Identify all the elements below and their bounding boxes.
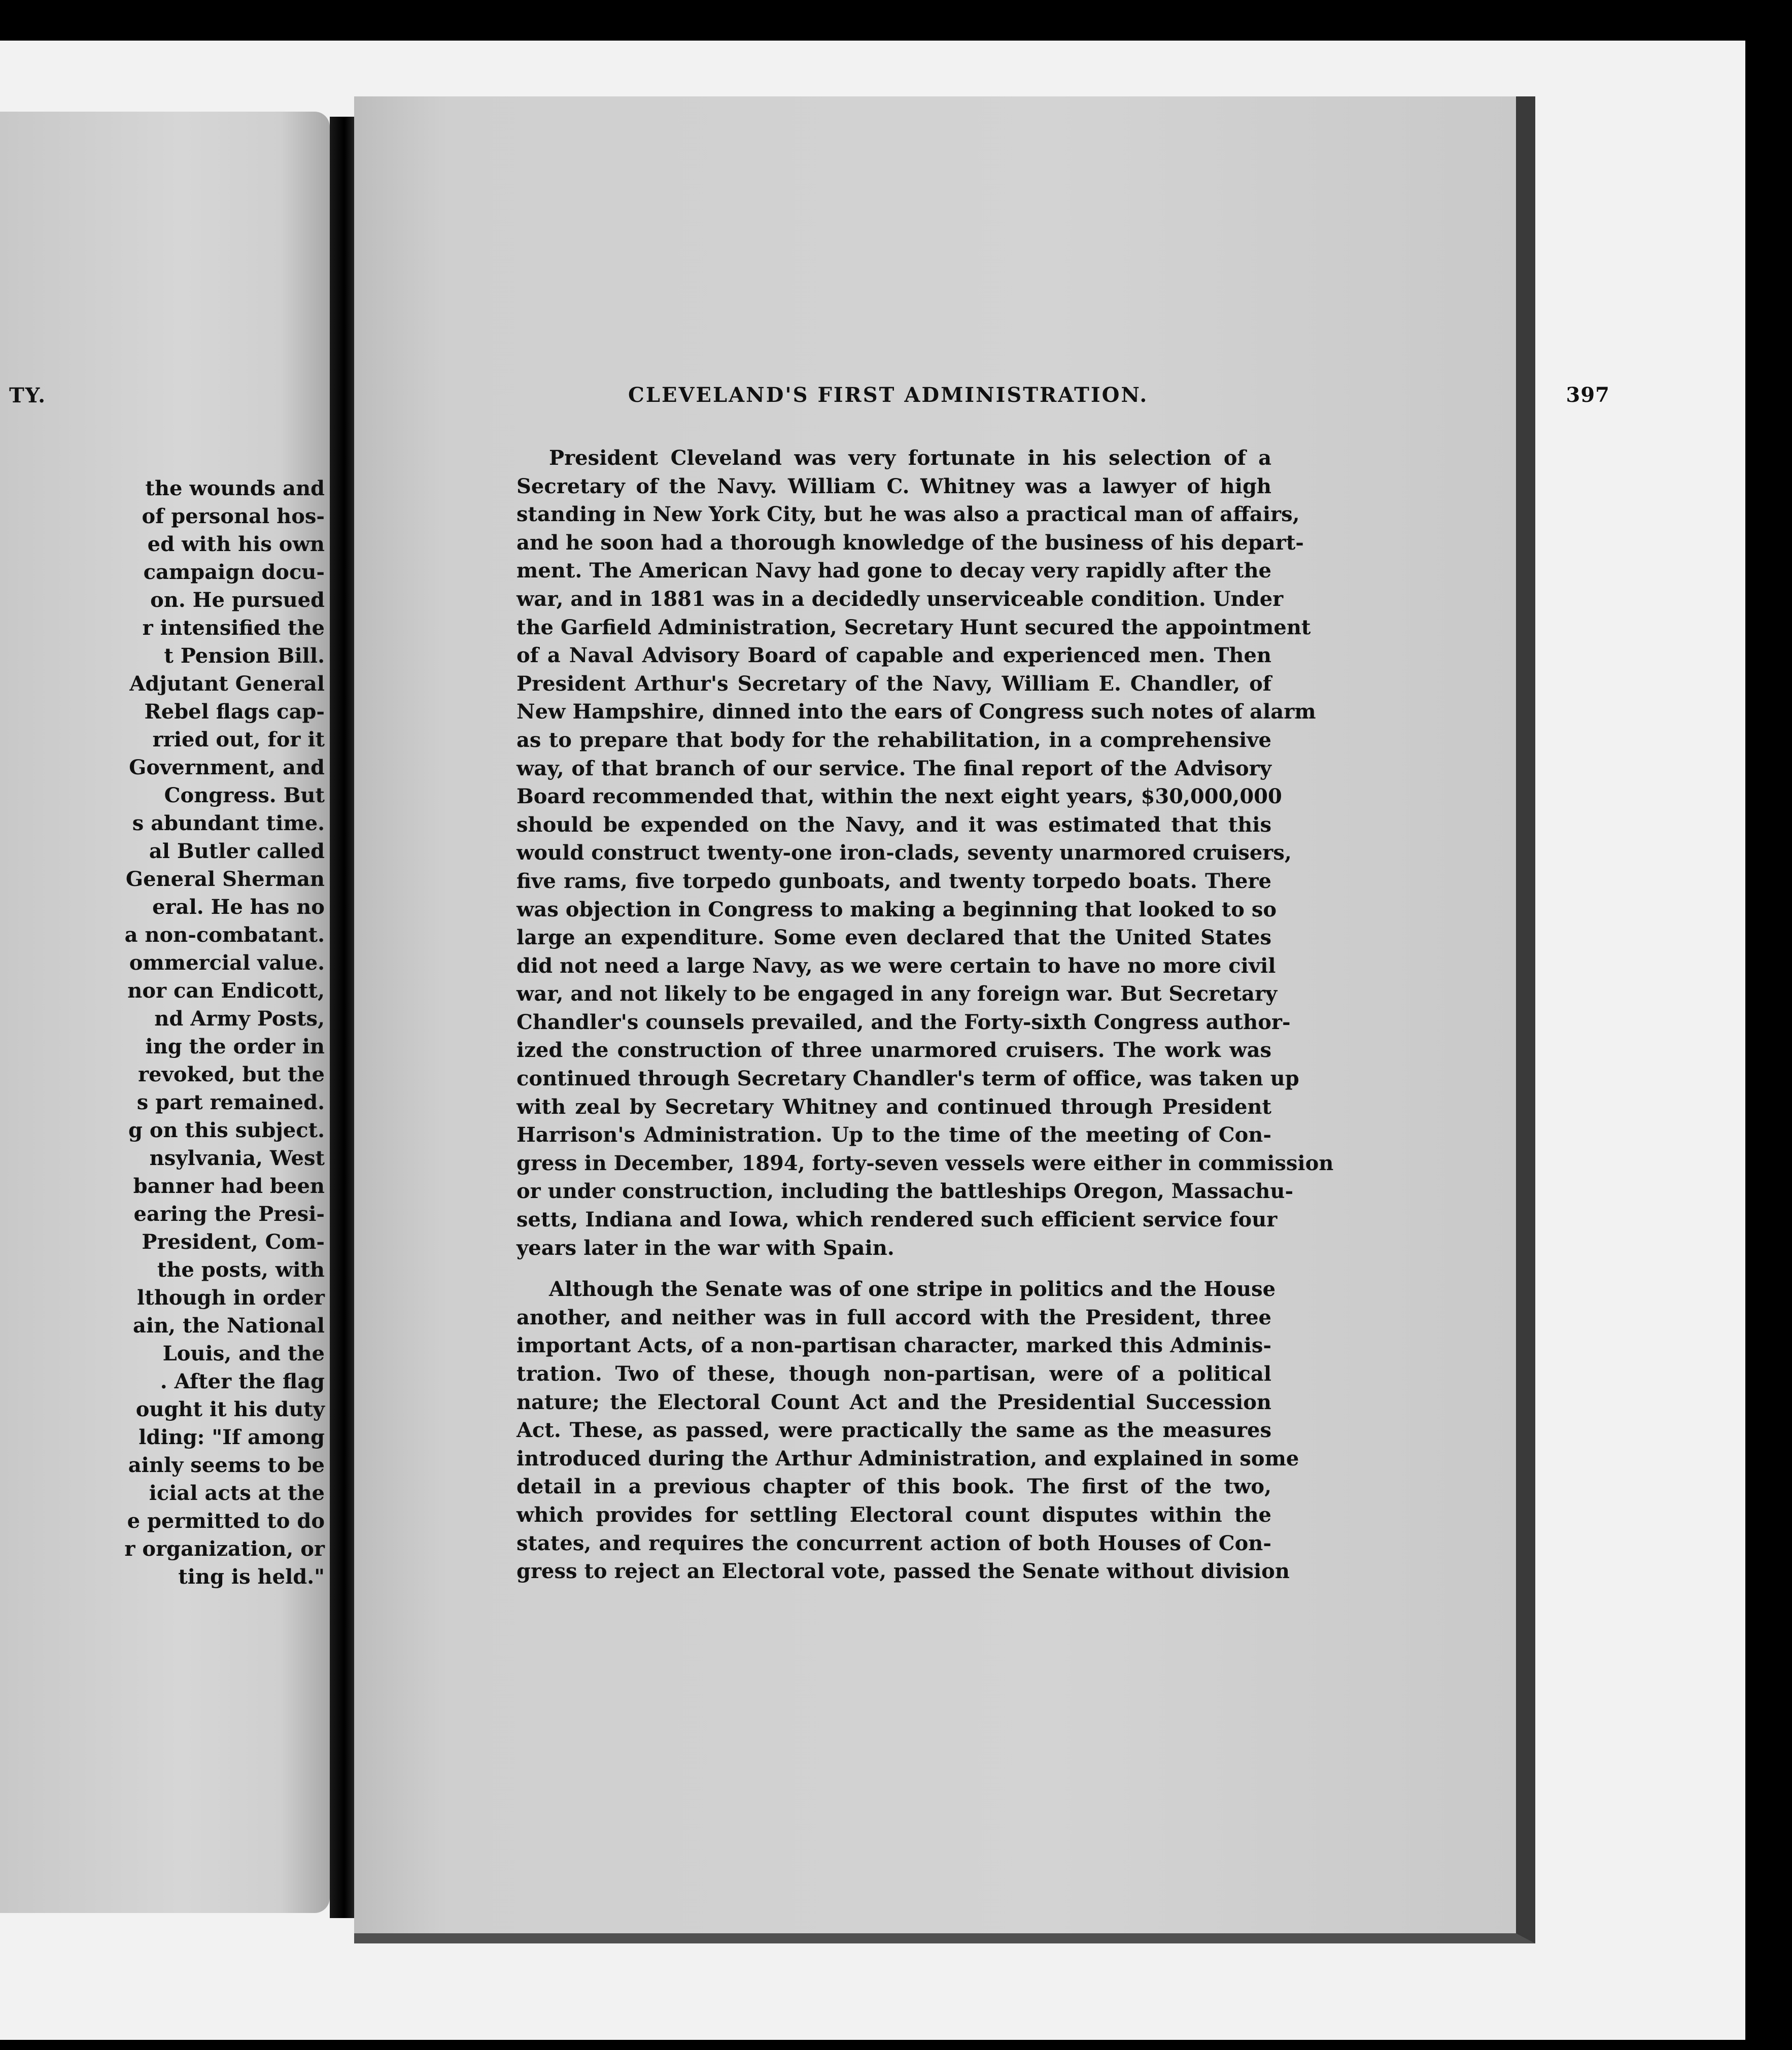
running-head bbox=[628, 383, 1615, 407]
left-text-line: the posts, with bbox=[157, 1258, 325, 1282]
text-line: would construct twenty-one iron-clads, seventy unarmored cruisers, bbox=[516, 841, 1292, 865]
left-text-line: g on this subject. bbox=[128, 1118, 325, 1142]
left-running-head: TY. bbox=[9, 384, 47, 407]
text-line: and he soon had a thorough knowledge of the business of his depart- bbox=[516, 530, 1304, 555]
paragraph-1 bbox=[516, 444, 1334, 1262]
text-line: of a Naval Advisory Board of capable and experienced men. Then bbox=[516, 643, 1271, 668]
left-text-line: r intensified the bbox=[142, 616, 325, 640]
text-line: gress in December, 1894, forty-seven vessels were either in commission bbox=[516, 1151, 1334, 1175]
left-page-text bbox=[0, 474, 325, 1591]
left-text-line: Adjutant General bbox=[129, 672, 325, 696]
left-text-line: nd Army Posts, bbox=[154, 1007, 325, 1031]
left-text-line: revoked, but the bbox=[138, 1063, 325, 1086]
left-text-line: nor can Endicott, bbox=[127, 979, 325, 1003]
microfilm-frame bbox=[0, 41, 1745, 2040]
left-text-line: s part remained. bbox=[136, 1090, 325, 1114]
left-text-line: r organization, or bbox=[124, 1537, 325, 1561]
text-line: war, and in 1881 was in a decidedly unserviceable condition. Under bbox=[516, 587, 1284, 611]
text-line: President Arthur's Secretary of the Navy, William E. Chandler, of bbox=[516, 671, 1271, 696]
text-line: the Garfield Administration, Secretary Hunt secured the appointment bbox=[516, 615, 1311, 639]
text-line: Board recommended that, within the next eight years, $30,000,000 bbox=[516, 784, 1282, 809]
left-text-line: earing the Presi- bbox=[133, 1202, 325, 1226]
left-text-line: on. He pursued bbox=[150, 588, 325, 612]
left-text-line: ting is held." bbox=[178, 1565, 325, 1589]
left-text-line: e permitted to do bbox=[127, 1509, 325, 1533]
left-text-line: General Sherman bbox=[125, 867, 325, 891]
text-line: as to prepare that body for the rehabilitation, in a comprehensive bbox=[516, 728, 1271, 752]
left-page bbox=[0, 112, 330, 1913]
left-text-line: nsylvania, West bbox=[149, 1146, 325, 1170]
text-line: nature; the Electoral Count Act and the Presidential Succession bbox=[516, 1390, 1271, 1414]
left-text-line: campaign docu- bbox=[143, 560, 325, 584]
left-text-line: ed with his own bbox=[147, 532, 325, 556]
text-line: detail in a previous chapter of this book. The first of the two, bbox=[516, 1475, 1271, 1499]
text-line: Secretary of the Navy. William C. Whitney was a lawyer of high bbox=[516, 474, 1271, 498]
text-line: ized the construction of three unarmored cruisers. The work was bbox=[516, 1038, 1271, 1063]
left-text-line: banner had been bbox=[133, 1174, 325, 1198]
left-text-line: lthough in order bbox=[137, 1286, 325, 1310]
left-text-line: the wounds and bbox=[145, 476, 325, 500]
text-line: states, and requires the concurrent action of both Houses of Con- bbox=[516, 1531, 1271, 1555]
left-text-line: . After the flag bbox=[160, 1370, 325, 1393]
left-text-line: al Butler called bbox=[149, 839, 325, 863]
text-line: did not need a large Navy, as we were certain to have no more civil bbox=[516, 953, 1276, 978]
body-text bbox=[516, 444, 1334, 1586]
text-line: gress to reject an Electoral vote, passed the Senate without division bbox=[516, 1559, 1290, 1584]
text-line: introduced during the Arthur Administration, and explained in some bbox=[516, 1446, 1299, 1471]
left-text-line: President, Com- bbox=[142, 1230, 325, 1254]
text-line: New Hampshire, dinned into the ears of Congress such notes of alarm bbox=[516, 700, 1316, 724]
text-line: or under construction, including the battleships Oregon, Massachu- bbox=[516, 1179, 1294, 1204]
left-text-line: t Pension Bill. bbox=[164, 644, 325, 668]
text-line: war, and not likely to be engaged in any foreign war. But Secretary bbox=[516, 982, 1278, 1006]
page-number: 397 bbox=[1566, 383, 1610, 407]
right-page bbox=[354, 96, 1610, 1943]
text-line: tration. Two of these, though non-partisan, were of a political bbox=[516, 1362, 1271, 1386]
left-text-line: rried out, for it bbox=[152, 728, 325, 751]
left-text-line: Rebel flags cap- bbox=[144, 700, 325, 724]
text-line: was objection in Congress to making a beginning that looked to so bbox=[516, 897, 1277, 921]
text-line: with zeal by Secretary Whitney and continued through President bbox=[516, 1095, 1271, 1119]
text-line: Act. These, as passed, were practically the same as the measures bbox=[516, 1418, 1271, 1443]
text-line: another, and neither was in full accord with the President, three bbox=[516, 1305, 1271, 1329]
text-line: large an expenditure. Some even declared that the United States bbox=[516, 926, 1271, 950]
left-text-line: ain, the National bbox=[132, 1314, 325, 1338]
text-line: which provides for settling Electoral count disputes within the bbox=[516, 1502, 1271, 1527]
left-text-line: Government, and bbox=[129, 756, 325, 779]
left-text-line: Congress. But bbox=[164, 783, 325, 807]
text-line: continued through Secretary Chandler's term of office, was taken up bbox=[516, 1067, 1299, 1091]
text-line: Harrison's Administration. Up to the time of the meeting of Con- bbox=[516, 1123, 1271, 1147]
left-text-line: ommercial value. bbox=[129, 951, 325, 975]
left-text-line: s abundant time. bbox=[132, 811, 325, 835]
book-spine bbox=[330, 117, 354, 1918]
left-text-line: of personal hos- bbox=[142, 504, 325, 528]
left-text-line: eral. He has no bbox=[152, 895, 325, 919]
text-line: ment. The American Navy had gone to decay very rapidly after the bbox=[516, 559, 1271, 583]
text-line: standing in New York City, but he was also a practical man of affairs, bbox=[516, 502, 1300, 527]
left-text-line: Louis, and the bbox=[162, 1342, 325, 1365]
text-line: important Acts, of a non-partisan character, marked this Adminis- bbox=[516, 1334, 1271, 1358]
text-line: five rams, five torpedo gunboats, and twenty torpedo boats. There bbox=[516, 869, 1271, 893]
text-line: President Cleveland was very fortunate in his selection of a bbox=[549, 446, 1271, 470]
text-line: should be expended on the Navy, and it was estimated that this bbox=[516, 812, 1271, 837]
left-text-line: lding: "If among bbox=[139, 1425, 325, 1449]
paragraph-2 bbox=[516, 1275, 1299, 1586]
text-line: Chandler's counsels prevailed, and the Forty-sixth Congress author- bbox=[516, 1010, 1291, 1034]
running-head-title: CLEVELAND'S FIRST ADMINISTRATION. bbox=[628, 383, 1149, 407]
left-text-line: ought it his duty bbox=[135, 1397, 325, 1421]
text-line: way, of that branch of our service. The final report of the Advisory bbox=[516, 756, 1271, 780]
text-line: setts, Indiana and Iowa, which rendered such efficient service four bbox=[516, 1208, 1278, 1232]
text-line: Although the Senate was of one stripe in politics and the House bbox=[549, 1277, 1276, 1302]
text-line: years later in the war with Spain. bbox=[516, 1236, 894, 1260]
left-text-line: a non-combatant. bbox=[124, 923, 325, 947]
left-text-line: ing the order in bbox=[145, 1035, 325, 1058]
left-text-line: ainly seems to be bbox=[128, 1453, 325, 1477]
left-text-line: icial acts at the bbox=[149, 1481, 325, 1505]
